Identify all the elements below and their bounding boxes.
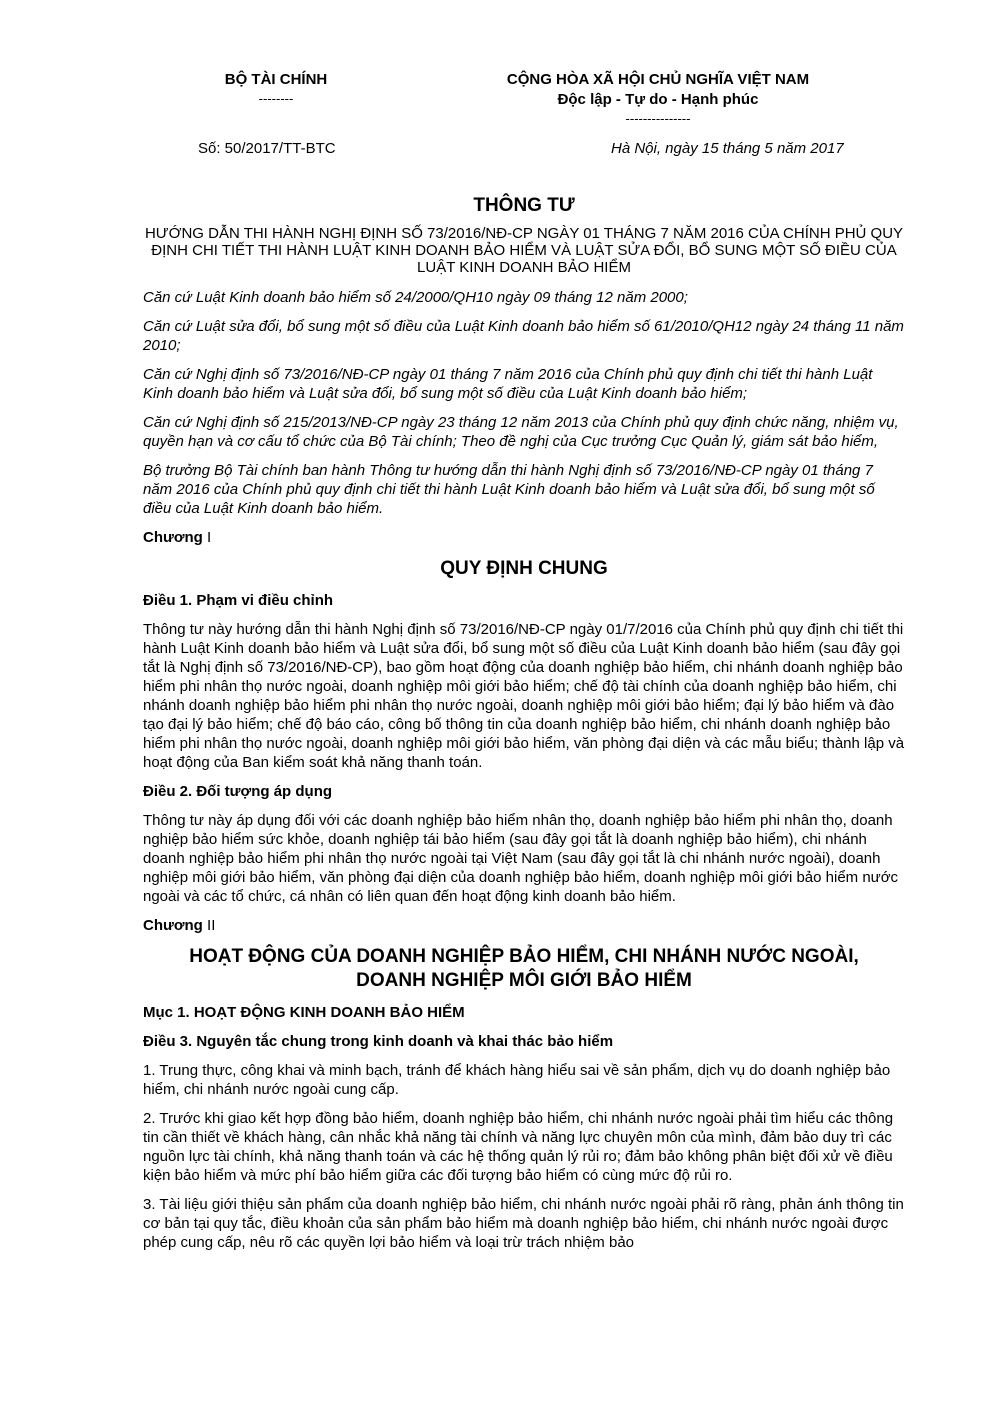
country-name: CỘNG HÒA XÃ HỘI CHỦ NGHĨA VIỆT NAM xyxy=(506,71,810,88)
preamble-item: Căn cứ Luật Kinh doanh bảo hiểm số 24/2000/QH10 ngày 09 tháng 12 năm 2000; xyxy=(143,289,688,306)
section-1-title: Mục 1. HOẠT ĐỘNG KINH DOANH BẢO HIỂM xyxy=(143,1004,465,1021)
document-title: THÔNG TƯ xyxy=(473,195,575,216)
chapter-2-title xyxy=(143,945,905,993)
preamble-item: Bộ trưởng Bộ Tài chính ban hành Thông tư hướng dẫn thi hành Nghị định số 73/2016/NĐ-CP ngày 01 tháng 7 năm 2016 của Chính phủ quy định chi tiết thi hành Luật Kinh doanh bảo hiểm và Luật sửa đổi, bổ sung một số điều của Luật Kinh doanh bảo hiểm. xyxy=(143,462,875,517)
preamble-item: Căn cứ Nghị định số 215/2013/NĐ-CP ngày 23 tháng 12 năm 2013 của Chính phủ quy định chức năng, nhiệm vụ, quyền hạn và cơ cấu tổ chức của Bộ Tài chính; Theo đề nghị của Cục trưởng Cục Quản lý, giám sát bảo hiểm, xyxy=(143,414,899,450)
article-1-text: Thông tư này hướng dẫn thi hành Nghị định số 73/2016/NĐ-CP ngày 01/7/2016 của Chính phủ quy định chi tiết thi hành Luật Kinh doanh bảo hiểm và Luật sửa đổi, bổ sung một số điều của Luật Kinh doanh bảo hiểm (sau đây gọi tắt là Nghị định số 73/2016/NĐ-CP), bao gồm hoạt động của doanh nghiệp bảo hiểm, chi nhánh doanh nghiệp bảo hiểm phi nhân thọ nước ngoài, doanh nghiệp môi giới bảo hiểm; chế độ tài chính của doanh nghiệp bảo hiểm, chi nhánh doanh nghiệp bảo hiểm phi nhân thọ nước ngoài, doanh nghiệp môi giới bảo hiểm; đại lý bảo hiểm và đào tạo đại lý bảo hiểm; chế độ báo cáo, công bố thông tin của doanh nghiệp bảo hiểm, chi nhánh doanh nghiệp bảo hiểm phi nhân thọ nước ngoài, doanh nghiệp môi giới bảo hiểm, văn phòng đại diện và các mẫu biểu; thành lập và hoạt động của Ban kiểm soát khả năng thanh toán. xyxy=(143,621,905,771)
chapter-number: II xyxy=(207,917,216,934)
national-block xyxy=(433,70,883,128)
motto-divider: --------------- xyxy=(625,111,691,126)
document-date: Hà Nội, ngày 15 tháng 5 năm 2017 xyxy=(611,140,844,157)
chapter-word: Chương xyxy=(143,917,203,934)
chapter-word: Chương xyxy=(143,529,203,546)
article-1-title: Điều 1. Phạm vi điều chỉnh xyxy=(143,592,334,609)
document-number: Số: 50/2017/TT-BTC xyxy=(198,140,336,157)
chapter-2-title-line-1: HOẠT ĐỘNG CỦA DOANH NGHIỆP BẢO HIỂM, CHI NHÁNH NƯỚC NGOÀI, xyxy=(189,946,859,967)
chapter-number: I xyxy=(207,529,212,546)
chapter-1-title: QUY ĐỊNH CHUNG xyxy=(440,558,608,579)
article-3-paragraph-1: 1. Trung thực, công khai và minh bạch, tránh để khách hàng hiểu sai về sản phẩm, dịch vụ do doanh nghiệp bảo hiểm, chi nhánh nước ngoài cung cấp. xyxy=(143,1062,891,1098)
ministry-name: BỘ TÀI CHÍNH xyxy=(224,71,328,88)
chapter-1-label xyxy=(143,528,905,547)
motto: Độc lập - Tự do - Hạnh phúc xyxy=(557,91,759,108)
article-3-paragraph-3: 3. Tài liệu giới thiệu sản phẩm của doanh nghiệp bảo hiểm, chi nhánh nước ngoài phải rõ ràng, phản ánh thông tin cơ bản tại quy tắc, điều khoản của sản phẩm bảo hiểm mà doanh nghiệp bảo hiểm, chi nhánh nước ngoài được phép cung cấp, nêu rõ các quyền lợi bảo hiểm và loại trừ trách nhiệm bảo xyxy=(143,1196,904,1251)
preamble-item: Căn cứ Nghị định số 73/2016/NĐ-CP ngày 01 tháng 7 năm 2016 của Chính phủ quy định chi tiết thi hành Luật Kinh doanh bảo hiểm và Luật sửa đổi, bổ sung một số điều của Luật Kinh doanh bảo hiểm; xyxy=(143,366,873,402)
preamble-item: Căn cứ Luật sửa đổi, bổ sung một số điều của Luật Kinh doanh bảo hiểm số 61/2010/QH12 ngày 24 tháng 11 năm 2010; xyxy=(143,318,904,354)
issuer-block xyxy=(181,70,371,108)
article-3-paragraph-2: 2. Trước khi giao kết hợp đồng bảo hiểm, doanh nghiệp bảo hiểm, chi nhánh nước ngoài phải tìm hiểu các thông tin cần thiết về khách hàng, cân nhắc khả năng tài chính và năng lực chuyên môn của mình, đảm bảo duy trì các nguồn lực tài chính, khả năng thanh toán và các hệ thống quản lý rủi ro; đảm bảo không phân biệt đối xử về điều kiện bảo hiểm và mức phí bảo hiểm giữa các đối tượng bảo hiểm có cùng mức độ rủi ro. xyxy=(143,1110,894,1184)
article-2-text: Thông tư này áp dụng đối với các doanh nghiệp bảo hiểm nhân thọ, doanh nghiệp bảo hiểm phi nhân thọ, doanh nghiệp bảo hiểm sức khỏe, doanh nghiệp tái bảo hiểm (sau đây gọi tắt là doanh nghiệp bảo hiểm), chi nhánh doanh nghiệp bảo hiểm phi nhân thọ nước ngoài tại Việt Nam (sau đây gọi tắt là chi nhánh nước ngoài), doanh nghiệp môi giới bảo hiểm, văn phòng đại diện của doanh nghiệp bảo hiểm, doanh nghiệp môi giới bảo hiểm nước ngoài và các tổ chức, cá nhân có liên quan đến hoạt động kinh doanh bảo hiểm. xyxy=(143,812,899,905)
chapter-2-label xyxy=(143,916,905,935)
article-3-title: Điều 3. Nguyên tắc chung trong kinh doanh và khai thác bảo hiểm xyxy=(143,1033,614,1050)
chapter-2-title-line-2: DOANH NGHIỆP MÔI GIỚI BẢO HIỂM xyxy=(356,970,692,991)
ministry-divider: -------- xyxy=(258,91,294,106)
document-subtitle: HƯỚNG DẪN THI HÀNH NGHỊ ĐỊNH SỐ 73/2016/NĐ-CP NGÀY 01 THÁNG 7 NĂM 2016 CỦA CHÍNH PHỦ QUY ĐỊNH CHI TIẾT THI HÀNH LUẬT KINH DOANH BẢO HIỂM VÀ LUẬT SỬA ĐỔI, BỔ SUNG MỘT SỐ ĐIỀU CỦA LUẬT KINH DOANH BẢO HIỂM xyxy=(144,225,904,276)
preamble xyxy=(143,288,905,518)
article-2-title: Điều 2. Đối tượng áp dụng xyxy=(143,783,333,800)
document-body xyxy=(143,195,905,1262)
